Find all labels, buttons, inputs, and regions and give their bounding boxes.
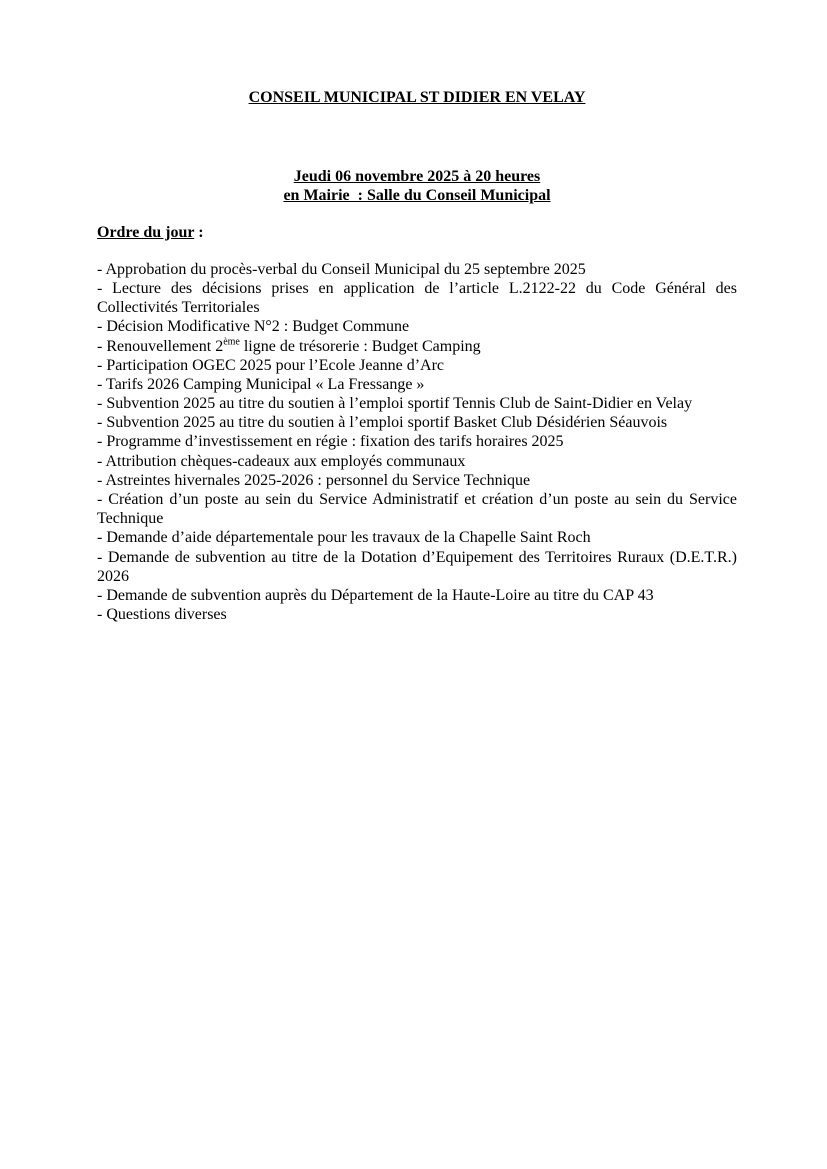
agenda-item: [97, 471, 737, 490]
agenda-item-text: - Demande de subvention au titre de la Dotation d’Equipement des Territoires Ruraux (D.E.T.R.) 2026: [97, 548, 741, 585]
agenda-item-text: - Demande de subvention auprès du Département de la Haute-Loire au titre du CAP 43: [97, 586, 654, 604]
agenda-item-text: - Attribution chèques-cadeaux aux employés communaux: [97, 452, 466, 470]
agenda-item: [97, 337, 737, 356]
document-title-text: CONSEIL MUNICIPAL ST DIDIER EN VELAY: [248, 89, 586, 106]
agenda-item-text: - Lecture des décisions prises en application de l’article L.2122-22 du Code Général des Collectivités Territoriales: [97, 279, 741, 317]
agenda-item: [97, 260, 737, 279]
agenda-item-text: - Création d’un poste au sein du Service Administratif et création d’un poste au sein du Service Technique: [97, 491, 741, 528]
agenda-item-text: - Astreintes hivernales 2025-2026 : personnel du Service Technique: [97, 471, 531, 489]
agenda-heading-colon: :: [194, 223, 204, 241]
session-datetime: Jeudi 06 novembre 2025 à 20 heures: [293, 168, 541, 186]
agenda-item-text: - Participation OGEC 2025 pour l’Ecole Jeanne d’Arc: [97, 356, 445, 374]
agenda-item: [97, 452, 737, 471]
agenda-item-text: - Demande d’aide départementale pour les travaux de la Chapelle Saint Roch: [97, 529, 591, 547]
agenda-item-text: - Subvention 2025 au titre du soutien à l’emploi sportif Tennis Club de Saint-Didier en Velay: [97, 395, 693, 413]
agenda-item-text: - Questions diverses: [97, 606, 227, 624]
agenda-item: [97, 279, 741, 317]
agenda-list: [97, 260, 741, 625]
agenda-item-superscript: ème: [223, 336, 240, 348]
agenda-heading-label: Ordre du jour: [97, 223, 195, 241]
session-location: en Mairie : Salle du Conseil Municipal: [283, 187, 551, 205]
agenda-item: [97, 375, 737, 394]
agenda-item-text: - Décision Modificative N°2 : Budget Commune: [97, 318, 410, 336]
agenda-item-text: - Programme d’investissement en régie : fixation des tarifs horaires 2025: [97, 433, 564, 451]
agenda-item-text: - Tarifs 2026 Camping Municipal « La Fressange »: [97, 375, 425, 393]
agenda-item-text: ligne de trésorerie : Budget Camping: [239, 337, 481, 355]
agenda-item-text: - Renouvellement 2: [97, 337, 224, 355]
agenda-item-text: - Subvention 2025 au titre du soutien à l’emploi sportif Basket Club Désidérien Séauvois: [97, 414, 668, 432]
session-info: [97, 167, 737, 205]
agenda-item: [97, 490, 741, 528]
agenda-item: [97, 356, 737, 375]
agenda-item: [97, 605, 737, 624]
agenda-item: [97, 432, 737, 451]
agenda-item: [97, 413, 737, 432]
agenda-item: [97, 528, 737, 547]
agenda-item-text: - Approbation du procès-verbal du Conseil Municipal du 25 septembre 2025: [97, 260, 586, 278]
agenda-item: [97, 548, 741, 586]
document-title: [97, 88, 737, 107]
agenda-item: [97, 394, 737, 413]
agenda-item: [97, 317, 737, 336]
agenda-heading: [97, 223, 737, 242]
agenda-item: [97, 586, 737, 605]
